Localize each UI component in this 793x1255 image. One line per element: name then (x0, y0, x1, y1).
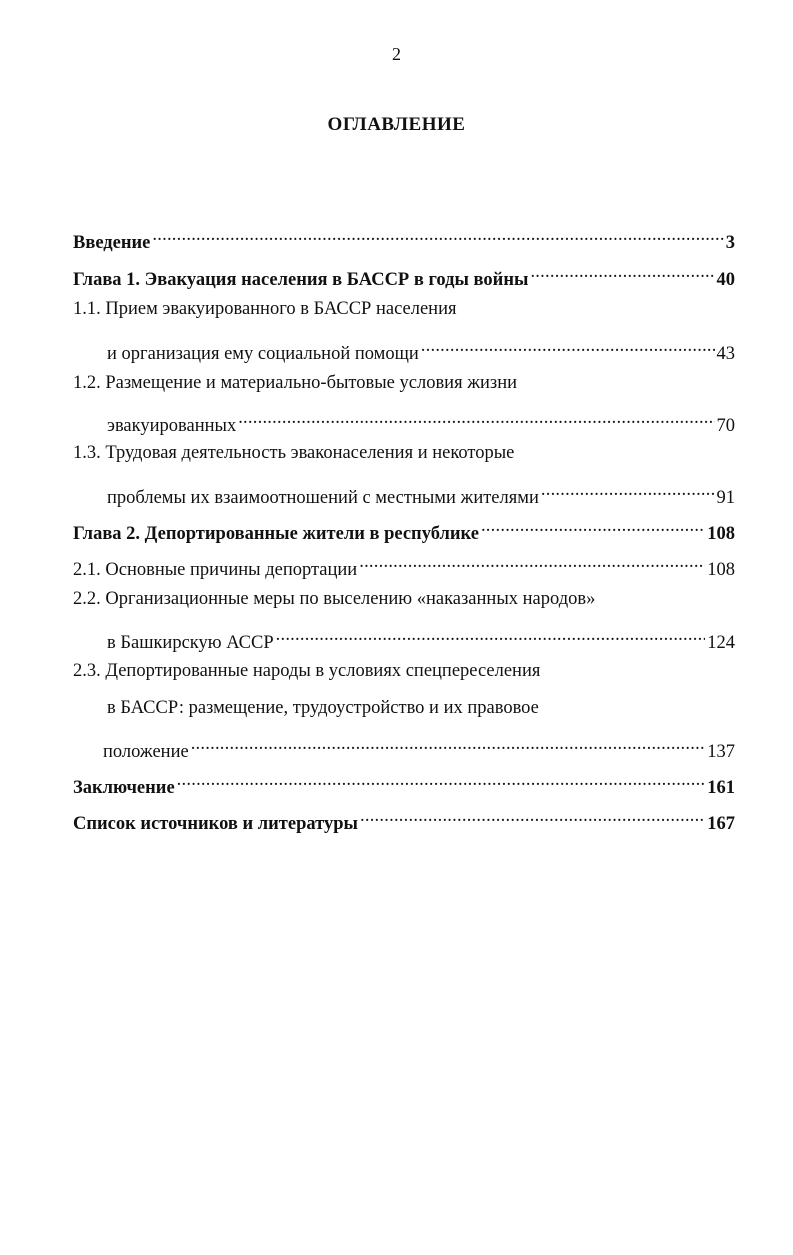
toc-entry-label: в Башкирскую АССР (107, 633, 274, 653)
dot-leader (541, 477, 715, 503)
toc-entry-label: 1.1. Прием эвакуированного в БАССР населения (73, 299, 457, 319)
toc-entry-label: в БАССР: размещение, трудоустройство и их правовое (107, 698, 539, 718)
dot-leader (191, 731, 706, 757)
toc-entry-section-1-2-line-2[interactable] (107, 405, 735, 436)
dot-leader (530, 259, 714, 285)
dot-leader (360, 803, 705, 829)
toc-entry-section-1-1-line-2[interactable] (107, 333, 735, 364)
toc-entry-section-2-1[interactable] (73, 549, 735, 580)
toc-entry-page: 161 (707, 778, 735, 798)
toc-entry-page: 40 (716, 270, 735, 290)
toc-entry-introduction[interactable] (73, 222, 735, 253)
dot-leader (238, 405, 714, 431)
dot-leader (481, 513, 705, 539)
toc-entry-page: 108 (707, 560, 735, 580)
toc-entry-chapter-2[interactable] (73, 513, 735, 544)
toc-entry-section-2-2-line-1[interactable] (73, 586, 595, 612)
dot-leader (359, 549, 705, 575)
toc-entry-page: 3 (725, 233, 735, 253)
toc-entry-page: 43 (716, 344, 735, 364)
toc-entry-label: 2.1. Основные причины депортации (73, 560, 358, 580)
dot-leader (152, 222, 723, 248)
toc-entry-section-2-3-line-1[interactable] (73, 658, 540, 684)
toc-entry-label: и организация ему социальной помощи (107, 344, 419, 364)
toc-entry-page: 70 (716, 416, 735, 436)
toc-entry-section-1-3-line-2[interactable] (107, 477, 735, 508)
toc-title: ОГЛАВЛЕНИЕ (327, 114, 466, 135)
toc-entry-label: 2.2. Организационные меры по выселению «наказанных народов» (73, 589, 596, 609)
toc-entry-page: 124 (707, 633, 735, 653)
toc-entry-section-2-2-line-2[interactable] (107, 622, 735, 653)
toc-entry-label: Введение (73, 233, 151, 253)
toc-entry-section-2-3-line-2[interactable] (107, 695, 539, 721)
toc-entry-conclusion[interactable] (73, 767, 735, 798)
dot-leader (276, 622, 706, 648)
toc-entry-section-2-3-line-3[interactable] (103, 731, 735, 762)
toc-entry-section-1-3-line-1[interactable] (73, 440, 514, 466)
toc-entry-label: 2.3. Депортированные народы в условиях спецпереселения (73, 661, 541, 681)
toc-entry-page: 91 (716, 488, 735, 508)
dot-leader (421, 333, 715, 359)
toc-entry-section-1-2-line-1[interactable] (73, 370, 517, 396)
toc-entry-page: 137 (707, 742, 735, 762)
toc-entry-chapter-1[interactable] (73, 259, 735, 290)
toc-entry-label: положение (103, 742, 189, 762)
toc-entry-page: 108 (707, 524, 735, 544)
toc-entry-label: эвакуированных (107, 416, 237, 436)
toc-entry-page: 167 (707, 814, 735, 834)
toc-entry-label: 1.3. Трудовая деятельность эваконаселения и некоторые (73, 443, 515, 463)
toc-entry-sources[interactable] (73, 803, 735, 834)
toc-entry-label: Список источников и литературы (73, 814, 358, 834)
toc-entry-label: Глава 2. Депортированные жители в республике (73, 524, 479, 544)
toc-entry-label: проблемы их взаимоотношений с местными жителями (107, 488, 539, 508)
toc-entry-label: Глава 1. Эвакуация населения в БАССР в годы войны (73, 270, 529, 290)
page-number: 2 (392, 44, 401, 64)
toc-entry-label: 1.2. Размещение и материально-бытовые условия жизни (73, 373, 518, 393)
dot-leader (177, 767, 706, 793)
toc-entry-section-1-1-line-1[interactable] (73, 296, 457, 322)
toc-entry-label: Заключение (73, 778, 175, 798)
